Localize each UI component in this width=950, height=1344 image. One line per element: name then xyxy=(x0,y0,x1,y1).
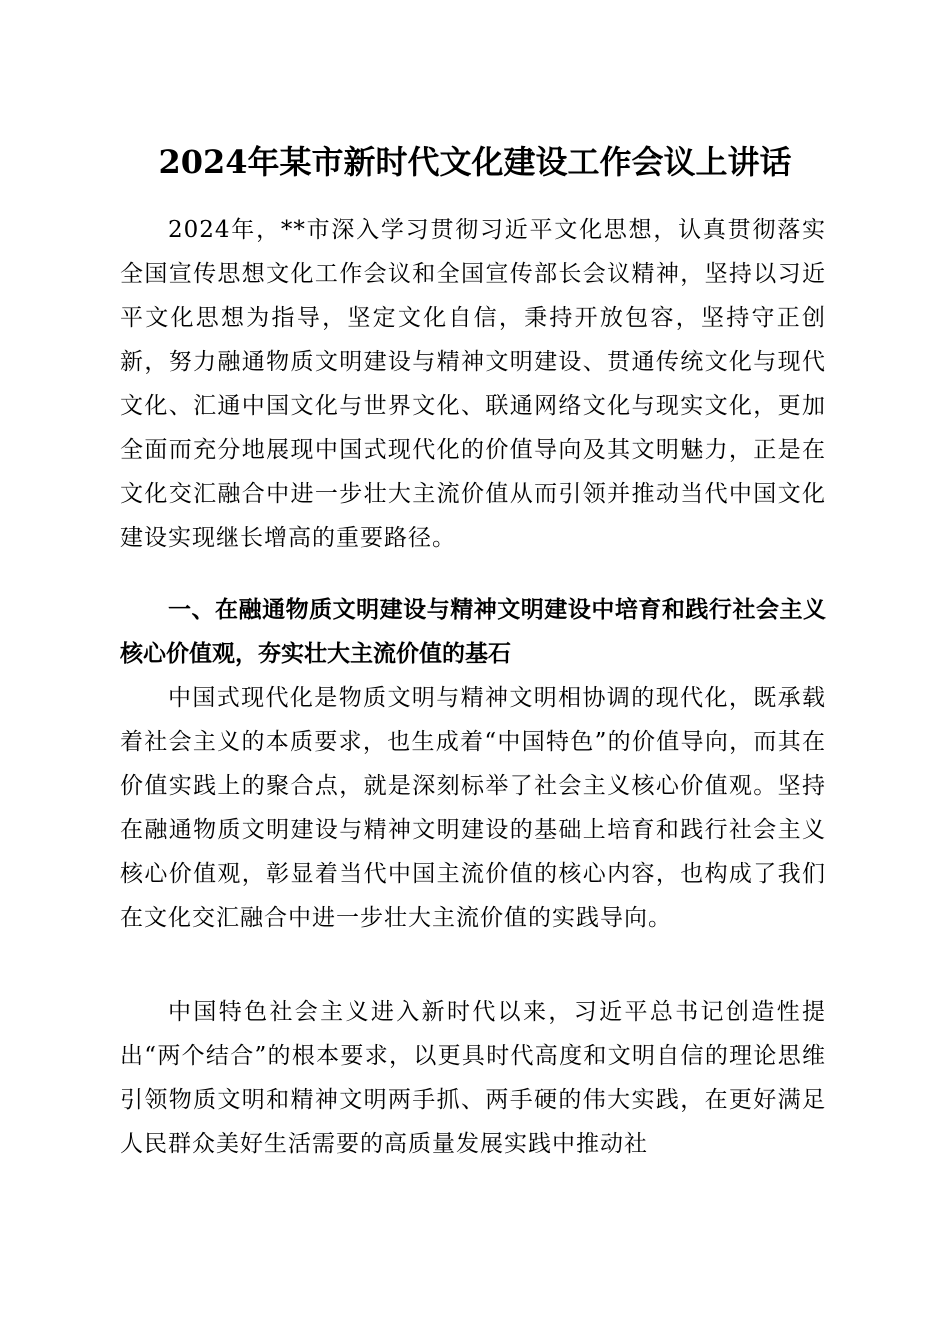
section1-paragraph-1: 中国式现代化是物质文明与精神文明相协调的现代化，既承载着社会主义的本质要求，也生成着“中国特色”的价值导向，而其在价值实践上的聚合点，就是深刻标举了社会主义核心价值观。坚持在融通物质文明建设与精神文明建设的基础上培育和践行社会主义核心价值观，彰显着当代中国主流价值的核心内容，也构成了我们在文化交汇融合中进一步壮大主流价值的实践导向。 xyxy=(120,685,826,931)
document-title: 2024年某市新时代文化建设工作会议上讲话 xyxy=(158,143,792,181)
intro-paragraph: 2024年，**市深入学习贯彻习近平文化思想，认真贯彻落实全国宣传思想文化工作会议和全国宣传部长会议精神，坚持以习近平文化思想为指导，坚定文化自信，秉持开放包容，坚持守正创新，努力融通物质文明建设与精神文明建设、贯通传统文化与现代文化、汇通中国文化与世界文化、联通网络文化与现实文化，更加全面而充分地展现中国式现代化的价值导向及其文明魅力，正是在文化交汇融合中进一步壮大主流价值从而引领并推动当代中国文化建设实现继长增高的重要路径。 xyxy=(120,217,826,551)
section-heading-1: 一、在融通物质文明建设与精神文明建设中培育和践行社会主义核心价值观，夯实壮大主流价值的基石 xyxy=(120,597,826,667)
section1-paragraph-2: 中国特色社会主义进入新时代以来，习近平总书记创造性提出“两个结合”的根本要求，以更具时代高度和文明自信的理论思维引领物质文明和精神文明两手抓、两手硬的伟大实践，在更好满足人民群众美好生活需要的高质量发展实践中推动社 xyxy=(120,999,826,1157)
